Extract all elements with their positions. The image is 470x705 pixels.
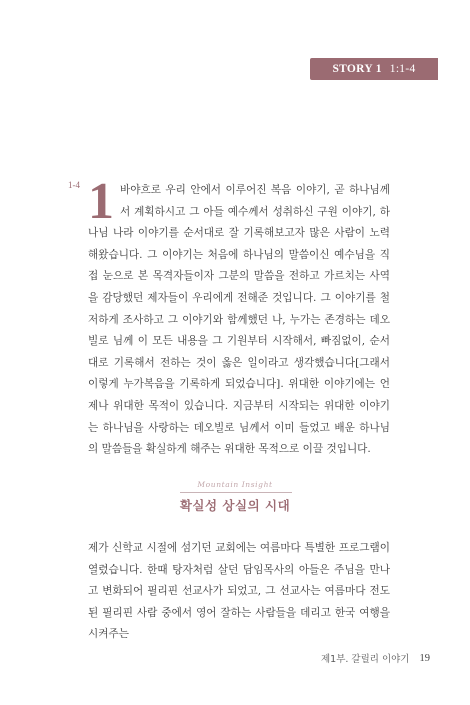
story-reference: 1:1-4 bbox=[389, 63, 416, 75]
section-divider bbox=[0, 478, 470, 518]
divider-rule bbox=[180, 492, 292, 493]
scripture-passage bbox=[88, 180, 390, 461]
section-script-label: Mountain Insight bbox=[197, 480, 273, 489]
body-paragraph: 제가 신학교 시절에 섬기던 교회에는 여름마다 특별한 프로그램이 열렸습니다. 한때 탕자처럼 살던 담임목사의 아들은 주님을 만나고 변화되어 필리핀 선교사가 되었고, 그 선교사는 여름마다 전도된 필리핀 사람 중에서 영어 잘하는 사람들을 데리고 한국 여행을 시켜주는 bbox=[88, 542, 390, 641]
story-label: STORY 1 bbox=[332, 63, 382, 75]
verse-range: 1-4 bbox=[68, 180, 80, 190]
scripture-passage-text: 바야흐로 우리 안에서 이루어진 복음 이야기, 곧 하나님께서 계획하시고 그 아들 예수께서 성취하신 구원 이야기, 하나님 나라 이야기를 순서대로 잘 기록해보고자 많은 사람이 노력해왔습니다. 그 이야기는 처음에 하나님의 말씀이신 예수님을 직접 눈으로 본 목격자들이자 그분의 말씀을 전하고 가르치는 사역을 감당했던 제자들이 우리에게 전해준 것입니다. 그 이야기를 철저하게 조사하고 그 이야기와 함께했던 나, 누가는 존경하는 데오빌로 님께 이 모든 내용을 그 기원부터 시작해서, 빠짐없이, 순서대로 기록해서 전하는 것이 옳은 일이라고 생각했습니다[그래서 이렇게 누가복음을 기록하게 되었습니다]. 위대한 이야기에는 언제나 위대한 목적이 있습니다. 지금부터 시작되는 위대한 이야기는 하나님을 사랑하는 데오빌로 님께서 이미 들었고 배운 하나님의 말씀들을 확실하게 해주는 위대한 목적으로 이끌 것입니다. bbox=[88, 184, 390, 456]
part-title: 제1부. 갈릴리 이야기 bbox=[320, 654, 410, 665]
drop-cap-number: 1 bbox=[88, 173, 114, 230]
page-number: 19 bbox=[419, 652, 430, 664]
section-title: 확실성 상실의 시대 bbox=[179, 498, 291, 513]
story-tab bbox=[310, 58, 438, 80]
page-footer bbox=[321, 651, 430, 665]
